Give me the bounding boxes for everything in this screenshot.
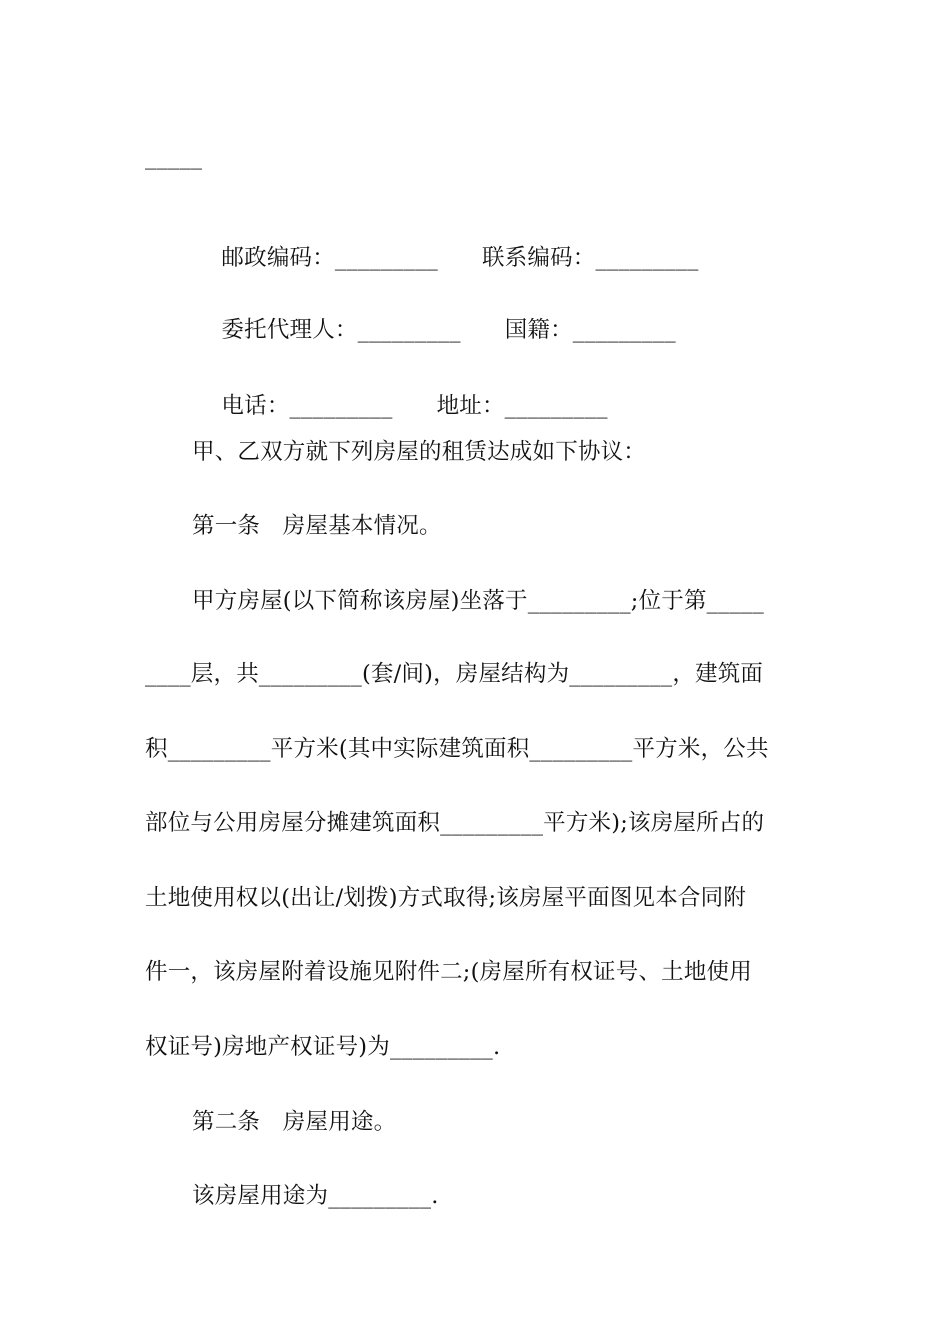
nationality-field: 国籍：_________ <box>504 317 676 343</box>
phone-field: 电话：_________ <box>221 393 393 419</box>
postal-code-field: 邮政编码：_________ <box>221 245 438 271</box>
article-one-paragraph-line: 甲方房屋(以下简称该房屋)坐落于_________;位于第_____ <box>192 588 764 614</box>
continued-blank-line: _____ <box>145 144 203 170</box>
article-one-paragraph-line: 积_________平方米(其中实际建筑面积_________平方米，公共 <box>145 736 769 762</box>
agreement-intro: 甲、乙双方就下列房屋的租赁达成如下协议： <box>192 439 647 465</box>
article-one-paragraph-line: ____层，共_________(套/间)，房屋结构为_________，建筑面 <box>145 661 764 687</box>
article-one-paragraph-line: 件一，该房屋附着设施见附件二;(房屋所有权证号、土地使用 <box>145 959 752 985</box>
article-two-paragraph: 该房屋用途为_________. <box>192 1183 439 1209</box>
address-field: 地址：_________ <box>436 393 608 419</box>
article-one-paragraph-line: 土地使用权以(出让/划拨)方式取得;该房屋平面图见本合同附 <box>145 885 747 911</box>
article-one-paragraph-line: 部位与公用房屋分摊建筑面积_________平方米);该房屋所占的 <box>145 810 765 836</box>
contact-code-field: 联系编码：_________ <box>481 245 699 271</box>
article-two-heading: 第二条 房屋用途。 <box>192 1109 397 1135</box>
article-one-heading: 第一条 房屋基本情况。 <box>192 513 442 539</box>
article-one-paragraph-line: 权证号)房地产权证号)为_________. <box>145 1034 501 1060</box>
agent-field: 委托代理人：_________ <box>221 317 461 343</box>
